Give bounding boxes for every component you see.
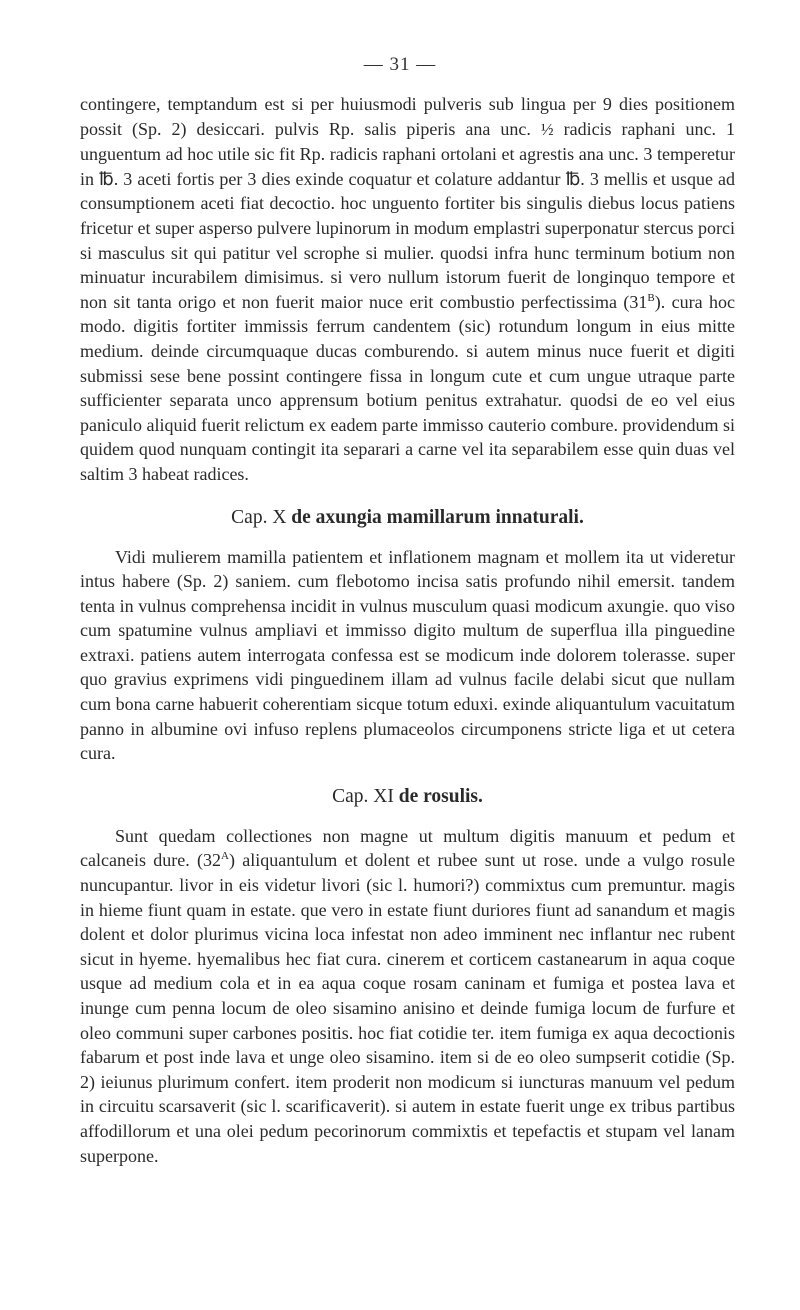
paragraph-text: contingere, temptandum est si per huiusmodi pulveris sub lingua per 9 dies positionem possit (Sp. 2) desiccari. pulvis Rp. salis piperis ana unc.	[80, 94, 735, 139]
chapter-heading-xi	[80, 784, 735, 810]
paragraph-text: Sunt quedam collectiones non magne ut multum digitis manuum et pedum et calcaneis dure. (32	[80, 825, 735, 871]
footnote-marker: A	[221, 850, 229, 863]
chapter-number: Cap. XI	[332, 785, 394, 807]
paragraph-text: Vidi mulierem mamilla patientem et inflationem magnam et mollem ita ut videretur intus habere (Sp. 2) saniem. cum flebotomo incisa satis profundo nihil emersit. tandem tenta in vulnus comprehensa incidit in vulnus musculum quasi modicum axungie. quo viso cum spatumine vulnus ampliavi et immisso digito multum de superflua illa pinguedine extraxi. patiens autem interrogata confessa est se modicum inde dolorem tolerasse. super quo gravius exprimens vidi pinguedinem illam ad vulnus facile delabi sicut que nullam cum bona carne habuerit coherentiam sicque totum eduxi. exinde aliquantulum vacuitatum panno in albumine ovi infuso replens plumaceolos circumponens stricte liga et ut cetera cura.	[80, 546, 735, 764]
page-body	[80, 92, 735, 1168]
paragraph-text: ) aliquantulum et dolent et rubee sunt ut rose. unde a vulgo rosule nuncupantur. livor in eis videtur livori (sic l. humori?) commixtus cum premuntur. magis in hieme fiunt quam in estate. que vero in estate fiunt duriores fiunt ad sanandum et magis dolent et dolor plurimus vicina loca infestat non adeo imminent nec inflantur nec rubent sicut in hyeme. hyemalibus hec fiat cura. cinerem et corticem castanearum in aqua coque usque ad medium cola et in ea aqua coque rosam caninam et fumiga et postea lava et inunge cum penna locum de oleo sisamino anisino et deinde fumiga locum de furfure et oleo communi super carbones positis. hoc fiat cotidie ter. item fumiga ex aqua decoctionis fabarum et post inde lava et unge oleo sisamino. item si de eo oleo sumpserit cotidie (Sp. 2) ieiunus plurimum confert. item proderit non modicum si iuncturas manuum vel pedum in circuitu scarsaverit (sic l. scarificaverit). si autem in estate fuerit unge ex tribus partibus affodillorum et una olei pedum pecorinorum commixtis et tepefactis et stupam vel lanam superpone.	[80, 850, 736, 1166]
chapter-heading-x	[80, 505, 735, 531]
chapter-title: de rosulis.	[398, 785, 483, 807]
page-number: — 31 —	[363, 54, 437, 75]
fraction-half: ½	[540, 119, 554, 139]
paragraph-text: radicis raphani unc. 1 unguentum ad hoc utile sic fit Rp. radicis raphani ortolani et agrestis ana unc. 3 temperetur in ℔. 3 aceti fortis per 3 dies exinde coquatur et colature addantur ℔. 3 mellis et usque ad consumptionem aceti fiat decoctio. hoc unguento fortiter bis singulis diebus locus patiens fricetur et super asperso pulvere lupinorum in modum emplastri superponatur stercus porci si masculus sit qui patitur vel scrophe si mulier. quodsi infra hunc terminum botium non minuatur incurabilem dimisimus. si vero nullum istorum fuerit de longinquo tempore et non sit tanta origo et non fuerit maior nuce erit combustio perfectissima (31	[80, 118, 735, 312]
paragraph-text: ). cura hoc modo. digitis fortiter immissis ferrum candentem (sic) rotundum longum in eius mitte medium. deinde circumquaque ducas comburendo. si autem minus nuce fuerit et digiti submissi sese bene possint contingere fissa in longum cute et cum ungue utraque parte sufficienter separata unco apprensum botium penitus extrahatur. quodsi de eo vel eius paniculo aliquid fuerit relictum ex eadem parte immisso cauterio combure. providendum si quidem quod nunquam contingit ita separari a carne vel ita separabilem esse quin duas vel saltim 3 habeat radices.	[80, 291, 735, 484]
paragraph-rosulis	[80, 824, 735, 1168]
paragraph-axungia	[80, 545, 735, 766]
chapter-number: Cap. X	[231, 506, 287, 528]
footnote-marker: B	[647, 291, 655, 304]
chapter-title: de axungia mamillarum innaturali.	[291, 506, 584, 528]
paragraph-botium-cure	[80, 92, 735, 487]
